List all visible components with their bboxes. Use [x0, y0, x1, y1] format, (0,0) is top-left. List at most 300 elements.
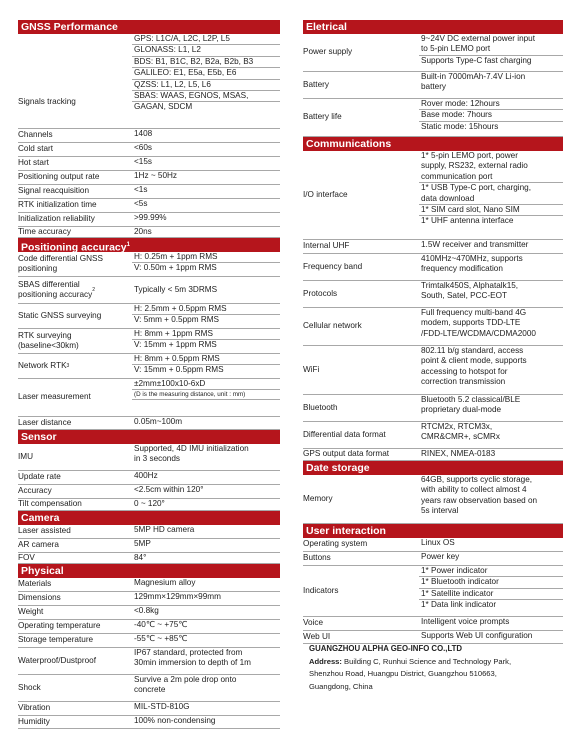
spec-value: Supports Web UI configuration — [421, 631, 533, 640]
spec-value: H: 2.5mm + 0.5ppm RMS — [132, 304, 280, 315]
spec-row — [303, 552, 563, 566]
spec-row — [18, 157, 280, 171]
spec-row — [18, 539, 280, 553]
spec-value: 1* Satellite indicator — [419, 589, 563, 600]
spec-row — [18, 213, 280, 227]
spec-label-text: Code differential GNSS positioning — [18, 253, 103, 273]
spec-label — [18, 606, 132, 619]
section-header-positioning-accuracy — [18, 238, 280, 252]
spec-label-text: Frequency band — [303, 261, 363, 271]
spec-values — [132, 675, 280, 701]
spec-values — [419, 240, 563, 253]
spec-row — [18, 379, 280, 417]
spec-value — [419, 254, 563, 280]
spec-values — [132, 606, 280, 619]
spec-values — [132, 227, 280, 237]
spec-values — [419, 308, 563, 345]
section-title: Camera — [21, 512, 60, 524]
spec-value: Power key — [421, 552, 460, 561]
section-header-sensor — [18, 430, 280, 444]
spec-values — [419, 422, 563, 448]
spec-label — [18, 634, 132, 647]
spec-value-line: 64GB, supports cyclic storage, — [421, 475, 533, 484]
spec-label-text: Signal reacquisition — [18, 186, 90, 196]
spec-label — [18, 304, 132, 328]
spec-row — [18, 143, 280, 157]
spec-value — [419, 34, 563, 56]
section-title: GNSS Performance — [21, 21, 118, 33]
spec-value: 1* Bluetooth indicator — [419, 577, 563, 588]
spec-value: 1408 — [134, 129, 153, 138]
spec-value-line: Supports Type-C fast charging — [421, 55, 532, 65]
spec-label-text: Web UI — [303, 631, 331, 641]
section-title: Sensor — [21, 431, 57, 443]
spec-value: <5s — [134, 199, 148, 208]
spec-label-text: Initialization reliability — [18, 214, 95, 224]
spec-value-line: battery — [421, 82, 447, 92]
spec-label-text: Humidity — [18, 716, 50, 726]
spec-value: V: 15mm + 0.5ppm RMS — [134, 365, 224, 375]
spec-value — [419, 475, 563, 523]
spec-label-text: Storage temperature — [18, 635, 94, 645]
section-header-eletrical — [303, 20, 563, 34]
spec-row — [18, 675, 280, 702]
spec-values — [419, 449, 563, 460]
spec-row — [18, 444, 280, 471]
spec-value: GPS: L1C/A, L2C, L2P, L5 — [132, 34, 280, 45]
spec-label-text: WiFi — [303, 364, 320, 374]
spec-value: (D is the measuring distance, unit : mm) — [132, 390, 280, 400]
spec-value-line: frequency modification — [421, 264, 503, 274]
spec-label — [18, 620, 132, 633]
spec-values — [419, 617, 563, 630]
spec-values — [132, 185, 280, 198]
section-title: Date storage — [306, 462, 370, 474]
spec-value: 0.05m~100m — [134, 417, 183, 426]
spec-values — [419, 552, 563, 565]
spec-label — [18, 379, 132, 416]
spec-value — [419, 72, 563, 98]
spec-values — [132, 634, 280, 647]
section-header-camera — [18, 511, 280, 525]
spec-value-line: /FDD-LTE/WCDMA/CDMA2000 — [421, 328, 536, 338]
spec-value-line: Supported, 4D IMU initialization — [134, 444, 249, 453]
spec-value: GALILEO: E1, E5a, E5b, E6 — [132, 68, 280, 79]
spec-value-line: modem, supports TDD-LTE — [421, 318, 521, 328]
spec-label — [303, 99, 419, 136]
spec-label — [303, 281, 419, 307]
spec-label — [18, 702, 132, 715]
spec-value: QZSS: L1, L2, L5, L6 — [132, 80, 280, 91]
spec-value: Rover mode: 12hours — [419, 99, 563, 110]
spec-value — [132, 648, 280, 674]
spec-value-line: Trimtalk450S, Alphatalk15, — [421, 281, 519, 290]
spec-value: GAGAN, SDCM — [134, 102, 193, 112]
spec-value: 1* Power indicator — [419, 566, 563, 577]
spec-values — [419, 151, 563, 239]
spec-label-text: Operating temperature — [18, 621, 101, 631]
spec-row — [18, 471, 280, 485]
spec-value-line: Survive a 2m pole drop onto — [134, 675, 237, 684]
spec-row — [303, 240, 563, 254]
spec-value-line: point & client mode, supports — [421, 356, 527, 366]
spec-label-text: Static GNSS surveying — [18, 310, 102, 320]
spec-label — [303, 617, 419, 630]
spec-row — [303, 422, 563, 449]
spec-value-line: Built-in 7000mAh-7.4V Li-ion — [421, 72, 526, 81]
spec-label — [18, 675, 132, 701]
spec-value: Base mode: 7hours — [419, 110, 563, 121]
spec-value — [419, 308, 563, 345]
spec-value: H: 0.25m + 1ppm RMS — [132, 252, 280, 263]
spec-row — [303, 617, 563, 631]
company-name: GUANGZHOU ALPHA GEO-INFO CO.,LTD — [309, 644, 463, 653]
spec-value-line: years raw observation based on — [421, 495, 538, 505]
spec-label-text: RTK initialization time — [18, 200, 97, 210]
spec-row — [18, 525, 280, 539]
spec-label — [18, 185, 132, 198]
spec-value-line: Bluetooth 5.2 classical/BLE — [421, 395, 521, 404]
spec-row — [18, 417, 280, 430]
spec-row — [18, 553, 280, 564]
spec-values — [132, 213, 280, 226]
spec-label — [18, 553, 132, 563]
spec-label-text: Weight — [18, 607, 44, 617]
spec-label — [18, 143, 132, 156]
spec-label-text: Dimensions — [18, 593, 61, 603]
spec-label-text: Bluetooth — [303, 402, 338, 412]
section-title: User interaction — [306, 525, 386, 537]
spec-label-text: Power supply — [303, 47, 353, 57]
spec-label — [18, 171, 132, 184]
spec-value-line: RTCM2x, RTCM3x, — [421, 422, 493, 431]
spec-value: RINEX, NMEA-0183 — [421, 449, 496, 458]
spec-label-text: Network RTK — [18, 360, 67, 370]
spec-row — [18, 171, 280, 185]
spec-value: H: 8mm + 1ppm RMS — [132, 329, 280, 340]
spec-row — [303, 151, 563, 240]
spec-label — [303, 308, 419, 345]
spec-value-line: 802.11 b/g standard, access — [421, 346, 524, 355]
spec-label-text: Time accuracy — [18, 227, 71, 236]
spec-label-text: Waterproof/Dustproof — [18, 655, 96, 665]
spec-row — [18, 634, 280, 648]
spec-values — [132, 716, 280, 728]
spec-row — [18, 354, 280, 379]
spec-row — [303, 395, 563, 422]
spec-label-text: I/O interface — [303, 189, 348, 199]
spec-values — [132, 702, 280, 715]
spec-row — [18, 716, 280, 729]
left-column — [18, 20, 280, 729]
section-header-date-storage — [303, 461, 563, 475]
spec-row — [303, 566, 563, 617]
spec-label — [18, 539, 132, 552]
spec-label — [18, 592, 132, 605]
spec-value: 1* UHF antenna interface — [421, 216, 514, 226]
spec-label — [18, 213, 132, 226]
address-line: Shenzhou Road, Huangpu District, Guangzhou 510663, — [309, 669, 497, 679]
spec-row — [18, 304, 280, 329]
spec-label — [18, 471, 132, 484]
spec-label — [303, 422, 419, 448]
spec-label-text: Operating system — [303, 539, 368, 549]
footnote-mark: 1 — [126, 242, 130, 248]
spec-label — [303, 395, 419, 421]
spec-label-text: Differential data format — [303, 429, 386, 439]
spec-label-text: Laser distance — [18, 417, 72, 427]
spec-label-text: Tilt compensation — [18, 499, 82, 509]
spec-value: -55℃ ~ +85℃ — [134, 634, 188, 643]
spec-row — [303, 538, 563, 552]
spec-label-text: Shock — [18, 682, 41, 692]
spec-value — [419, 395, 563, 421]
section-header-communications — [303, 137, 563, 151]
spec-values — [132, 199, 280, 212]
spec-label — [303, 552, 419, 565]
spec-values — [419, 346, 563, 394]
spec-row — [18, 499, 280, 511]
spec-label — [18, 34, 132, 128]
spec-value: V: 15mm + 1ppm RMS — [134, 340, 217, 350]
spec-label-text: Hot start — [18, 158, 49, 168]
spec-value: <1s — [134, 185, 148, 194]
spec-value: Intelligent voice prompts — [421, 617, 510, 626]
spec-label — [303, 151, 419, 239]
spec-value-line: with ability to collect almost 4 — [421, 485, 527, 495]
spec-value-line: 5s interval — [421, 506, 459, 516]
spec-value: V: 0.50m + 1ppm RMS — [134, 263, 217, 273]
spec-row — [303, 449, 563, 461]
spec-value-line: 30min immersion to depth of 1m — [134, 658, 251, 668]
section-header-physical — [18, 564, 280, 578]
spec-label-text: GPS output data format — [303, 449, 390, 459]
spec-value: <0.8kg — [134, 606, 159, 615]
right-column — [303, 20, 563, 644]
spec-value-line: Full frequency multi-band 4G — [421, 308, 527, 317]
spec-label-text: Buttons — [303, 553, 331, 563]
spec-value-line: IP67 standard, protected from — [134, 648, 243, 657]
spec-row — [18, 648, 280, 675]
spec-values — [419, 254, 563, 280]
spec-value — [419, 422, 563, 448]
spec-label — [18, 648, 132, 674]
spec-value: 1* 5-pin LEMO port, power supply, RS232, external radio communication port — [419, 151, 563, 183]
spec-row — [303, 34, 563, 72]
spec-values — [132, 592, 280, 605]
spec-value: H: 8mm + 0.5ppm RMS — [132, 354, 280, 365]
spec-label-text: Cellular network — [303, 321, 362, 331]
spec-row — [303, 281, 563, 308]
spec-value: 1* USB Type-C port, charging, data download — [419, 183, 563, 205]
spec-row — [303, 308, 563, 346]
spec-value: -40℃ ~ +75℃ — [134, 620, 188, 629]
spec-values — [132, 417, 280, 429]
spec-label — [303, 254, 419, 280]
spec-values — [132, 444, 280, 470]
spec-row — [18, 620, 280, 634]
spec-label — [18, 444, 132, 470]
spec-value: 5MP — [134, 539, 151, 548]
spec-label-text: Materials — [18, 579, 52, 589]
spec-value: Magnesium alloy — [134, 578, 196, 587]
section-title: Physical — [21, 565, 64, 577]
spec-label-text: Internal UHF — [303, 241, 350, 251]
spec-label: Network RTK 3 — [18, 360, 70, 370]
spec-value — [132, 400, 280, 416]
spec-label — [303, 449, 419, 460]
spec-value: Typically < 5m 3DRMS — [134, 284, 218, 294]
spec-values — [132, 525, 280, 538]
spec-value: 1* Data link indicator — [421, 600, 497, 610]
spec-value — [419, 346, 563, 394]
spec-values — [419, 99, 563, 136]
spec-values — [132, 499, 280, 510]
spec-label-text: Memory — [303, 493, 333, 503]
spec-value-line: accessing to hotspot for — [421, 366, 508, 376]
spec-value: <2.5cm within 120° — [134, 485, 204, 494]
spec-row — [18, 592, 280, 606]
spec-values — [419, 395, 563, 421]
spec-label-text: Vibration — [18, 703, 51, 713]
spec-label — [18, 578, 132, 591]
spec-value — [132, 444, 280, 470]
spec-label — [303, 475, 419, 523]
spec-values — [132, 143, 280, 156]
spec-label — [303, 72, 419, 98]
spec-row — [18, 185, 280, 199]
spec-value: 0 ~ 120° — [134, 499, 165, 508]
spec-values — [132, 252, 280, 276]
spec-row — [18, 129, 280, 143]
spec-value: 20ns — [134, 227, 152, 236]
spec-values — [132, 329, 280, 353]
spec-label — [18, 525, 132, 538]
spec-values — [419, 566, 563, 616]
spec-label — [303, 346, 419, 394]
spec-row — [303, 99, 563, 137]
spec-values — [132, 304, 280, 328]
section-title: Communications — [306, 138, 392, 150]
spec-row — [18, 329, 280, 354]
spec-row — [18, 578, 280, 592]
spec-label — [18, 485, 132, 498]
spec-label-text: SBAS differential positioning accuracy — [18, 279, 93, 299]
spec-value: BDS: B1, B1C, B2, B2a, B2b, B3 — [132, 57, 280, 68]
spec-value: 5MP HD camera — [134, 525, 195, 534]
spec-row — [303, 475, 563, 524]
spec-row — [18, 227, 280, 238]
spec-value: <15s — [134, 157, 152, 166]
spec-label-text: Channels — [18, 130, 53, 140]
spec-label-text: AR camera — [18, 540, 59, 550]
spec-label — [303, 566, 419, 616]
spec-values — [132, 354, 280, 378]
spec-value: 1* SIM card slot, Nano SIM — [419, 205, 563, 216]
spec-label — [18, 129, 132, 142]
spec-row — [18, 485, 280, 499]
spec-value: GLONASS: L1, L2 — [132, 45, 280, 56]
spec-values — [132, 578, 280, 591]
spec-value: Static mode: 15hours — [421, 121, 499, 131]
spec-values — [132, 471, 280, 484]
spec-label — [303, 240, 419, 253]
spec-label-text: Cold start — [18, 144, 54, 154]
spec-value: ±2mm±100x10-6xD — [132, 379, 280, 390]
spec-values — [132, 129, 280, 142]
spec-label — [18, 329, 132, 353]
spec-row — [18, 606, 280, 620]
spec-label — [18, 417, 132, 429]
spec-label-text: Battery life — [303, 112, 342, 122]
spec-value-line: correction transmission — [421, 377, 506, 387]
spec-values — [132, 277, 280, 303]
spec-value: 129mm×129mm×99mm — [134, 592, 221, 601]
section-header-user-interaction — [303, 524, 563, 538]
spec-value-line: CMR&CMR+, sCMRx — [421, 432, 500, 442]
spec-value-line: proprietary dual-mode — [421, 405, 502, 415]
spec-row — [18, 34, 280, 129]
spec-label-text: IMU — [18, 451, 34, 461]
spec-value-line: 9~24V DC external power input — [421, 34, 536, 43]
spec-values — [419, 281, 563, 307]
spec-label-text: Voice — [303, 618, 324, 628]
company-address — [309, 656, 569, 694]
spec-value — [419, 281, 563, 307]
spec-row — [18, 199, 280, 213]
spec-values — [132, 157, 280, 170]
spec-value — [419, 56, 563, 66]
spec-label — [18, 199, 132, 212]
spec-label-text: Laser assisted — [18, 526, 71, 536]
spec-values — [132, 648, 280, 674]
spec-values — [132, 34, 280, 128]
spec-label — [18, 716, 132, 728]
spec-values — [132, 539, 280, 552]
spec-label — [18, 252, 132, 276]
company-info — [309, 643, 569, 693]
spec-values — [132, 379, 280, 416]
spec-values — [419, 631, 563, 643]
spec-value: >99.99% — [134, 213, 167, 222]
address-line: Building C, Runhui Science and Technology Park, — [341, 656, 512, 666]
spec-label-text: Protocols — [303, 288, 338, 298]
spec-value: 400Hz — [134, 471, 158, 480]
spec-row — [18, 702, 280, 716]
spec-values — [419, 34, 563, 71]
spec-label-text: Battery — [303, 79, 329, 89]
spec-values — [419, 538, 563, 551]
spec-values — [132, 620, 280, 633]
spec-value: SBAS: WAAS, EGNOS, MSAS, — [132, 91, 280, 102]
spec-value-line: South, Satel, PCC-EOT — [421, 291, 508, 301]
spec-values — [419, 475, 563, 523]
spec-label-text: Indicators — [303, 585, 339, 595]
spec-value: 84° — [134, 553, 147, 562]
spec-row — [18, 277, 280, 304]
section-title: Positioning accuracy — [21, 241, 127, 252]
address-line: Guangdong, China — [309, 681, 373, 691]
spec-label — [18, 157, 132, 170]
spec-label-text: Laser measurement — [18, 392, 91, 402]
section-header-gnss-performance — [18, 20, 280, 34]
spec-value: V: 5mm + 0.5ppm RMS — [134, 315, 220, 325]
spec-row — [303, 254, 563, 281]
spec-value: Linux OS — [421, 538, 455, 547]
spec-row — [303, 72, 563, 99]
spec-value: 100% non-condensing — [134, 716, 216, 725]
spec-label-text: Signals tracking — [18, 96, 76, 106]
